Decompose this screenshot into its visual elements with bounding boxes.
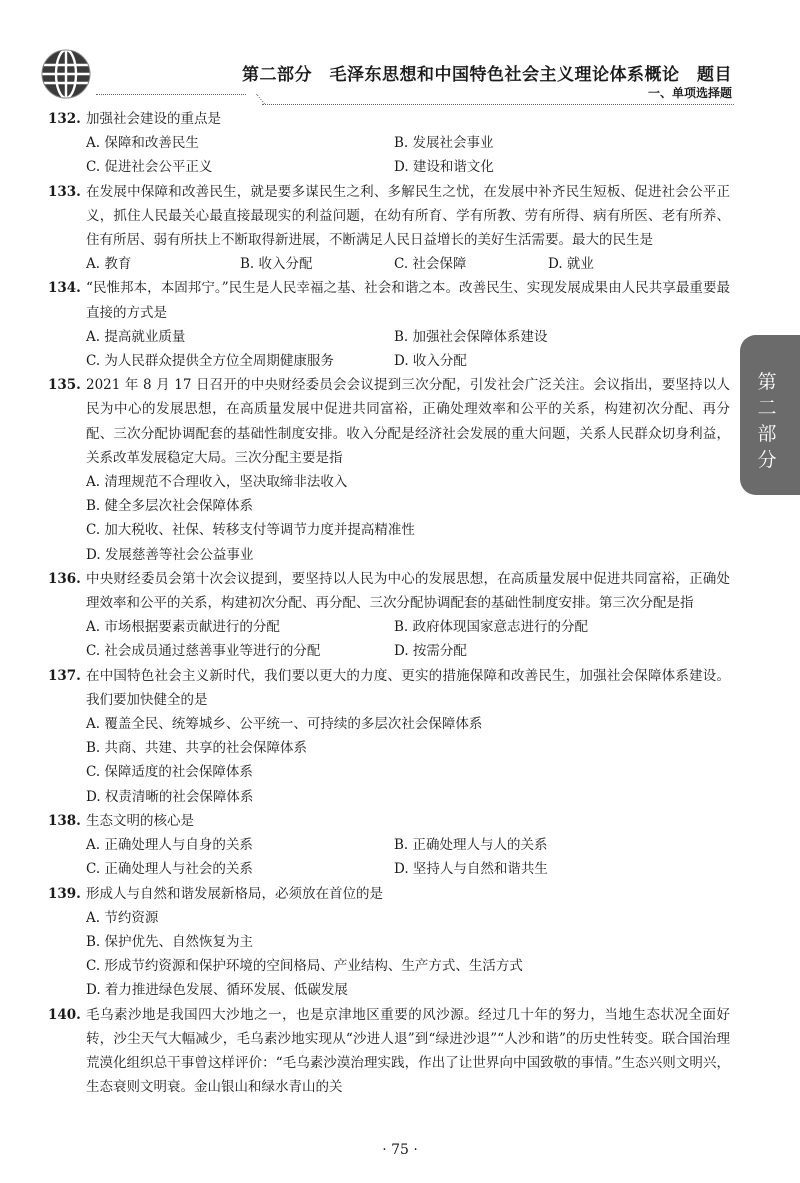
option: B. 发展社会事业 [394, 135, 494, 152]
option: D. 坚持人与自然和谐共生 [394, 861, 548, 878]
question-number: 132. [48, 111, 81, 127]
option: D. 着力推进绿色发展、循环发展、低碳发展 [86, 982, 348, 999]
option: A. 正确处理人与自身的关系 [86, 837, 253, 854]
option: B. 政府体现国家意志进行的分配 [394, 619, 589, 636]
option: C. 为人民群众提供全方位全周期健康服务 [86, 353, 334, 370]
question-text: 生态文明的核心是 [86, 812, 194, 829]
running-head-subtitle: 一、单项选择题 [647, 86, 732, 100]
header-decoration-slant [242, 94, 265, 104]
option: B. 加强社会保障体系建设 [394, 328, 548, 345]
question-text: 中央财经委员会第十次会议提到，要坚持以人民为中心的发展思想，在高质量发展中促进共同富裕，正确处理效率和公平的关系，构建初次分配、再分配、三次分配协调配套的基础性制度安排。第三次分配是指 [86, 570, 730, 612]
option: B. 收入分配 [240, 256, 313, 273]
option: D. 权责清晰的社会保障体系 [86, 788, 254, 805]
question-item [48, 882, 730, 1003]
question-number: 137. [48, 667, 81, 684]
option: C. 正确处理人与社会的关系 [86, 861, 253, 878]
option: C. 促进社会公平正义 [86, 159, 213, 176]
page-header [0, 0, 800, 110]
question-text: 形成人与自然和谐发展新格局，必须放在首位的是 [86, 885, 383, 902]
page-number: · 75 · [382, 1142, 418, 1158]
option: D. 按需分配 [394, 643, 467, 660]
question-number: 139. [48, 885, 81, 902]
question-item [48, 276, 730, 373]
option: B. 保护优先、自然恢复为主 [86, 933, 254, 950]
option: D. 就业 [548, 256, 594, 273]
question-item [48, 373, 730, 567]
question-item [48, 809, 730, 882]
question-number: 134. [48, 280, 81, 297]
option: C. 形成节约资源和保护环境的空间格局、产业结构、生产方式、生活方式 [86, 958, 523, 975]
question-number: 140. [48, 1006, 81, 1023]
question-item [48, 664, 730, 809]
option: A. 教育 [86, 256, 132, 273]
question-number: 138. [48, 812, 81, 829]
question-text: 毛乌素沙地是我国四大沙地之一，也是京津地区重要的风沙源。经过几十年的努力，当地生态状况全面好转，沙尘天气大幅减少，毛乌素沙地实现从“沙进人退”到“绿进沙退”“人沙和谐”的历史性转变。联合国治理荒漠化组织总干事曾这样评价：“毛乌素沙漠治理实践，作出了让世界向中国致敬的事情。”生态兴则文明兴，生态衰则文明衰。金山银山和绿水青山的关 [86, 1006, 730, 1096]
header-decoration-line [96, 94, 246, 95]
running-head-title: 第二部分 毛泽东思想和中国特色社会主义理论体系概论 题目 [242, 65, 732, 85]
option: A. 清理规范不合理收入，坚决取缔非法收入 [86, 474, 348, 491]
option: B. 健全多层次社会保障体系 [86, 498, 254, 515]
option: D. 建设和谐文化 [394, 159, 494, 176]
option: A. 保障和改善民生 [86, 135, 199, 152]
question-number: 133. [48, 183, 81, 200]
globe-logo-icon [40, 48, 92, 100]
question-item [48, 180, 730, 277]
question-number: 135. [48, 377, 81, 394]
question-text: 2021 年 8 月 17 日召开的中央财经委员会会议提到三次分配，引发社会广泛关注。会议指出，要坚持以人民为中心的发展思想，在高质量发展中促进共同富裕，正确处理效率和公平的关系，构建初次分配、再分配、三次分配协调配套的基础性制度安排。收入分配是经济社会发展的重大问题，关系人民群众切身利益，关系改革发展稳定大局。三次分配主要是指 [86, 377, 730, 466]
question-text: 在发展中保障和改善民生，就是要多谋民生之利、多解民生之忧，在发展中补齐民生短板、促进社会公平正义，抓住人民最关心最直接最现实的利益问题，在幼有所育、学有所教、劳有所得、病有所医、老有所养、住有所居、弱有所扶上不断取得新进展，不断满足人民日益增长的美好生活需要。最大的民生是 [86, 183, 730, 249]
option: B. 正确处理人与人的关系 [394, 837, 548, 854]
option: A. 提高就业质量 [86, 328, 186, 345]
option: D. 发展慈善等社会公益事业 [86, 546, 254, 563]
question-text: “民惟邦本，本固邦宁。”民生是人民幸福之基、社会和谐之本。改善民生、实现发展成果由人民共享最重要最直接的方式是 [86, 280, 730, 321]
section-side-tab [740, 335, 800, 495]
option: D. 收入分配 [394, 353, 467, 370]
question-item [48, 567, 730, 664]
option: A. 市场根据要素贡献进行的分配 [86, 619, 280, 636]
option: C. 社会保障 [394, 256, 467, 273]
section-side-tab-label: 第二部分 [757, 371, 777, 471]
option: A. 覆盖全民、统筹城乡、公平统一、可持续的多层次社会保障体系 [86, 716, 483, 733]
question-text: 加强社会建设的重点是 [86, 111, 221, 127]
option: C. 社会成员通过慈善事业等进行的分配 [86, 643, 321, 660]
question-item [48, 107, 730, 180]
option: C. 保障适度的社会保障体系 [86, 764, 253, 781]
header-rule [262, 104, 734, 105]
question-number: 136. [48, 570, 81, 587]
option: A. 节约资源 [86, 909, 159, 926]
question-text: 在中国特色社会主义新时代，我们要以更大的力度、更实的措施保障和改善民生，加强社会保障体系建设。我们要加快健全的是 [86, 667, 730, 708]
option: B. 共商、共建、共享的社会保障体系 [86, 740, 308, 757]
option: C. 加大税收、社保、转移支付等调节力度并提高精准性 [86, 522, 415, 539]
question-list [48, 107, 730, 1099]
question-item [48, 1003, 730, 1100]
